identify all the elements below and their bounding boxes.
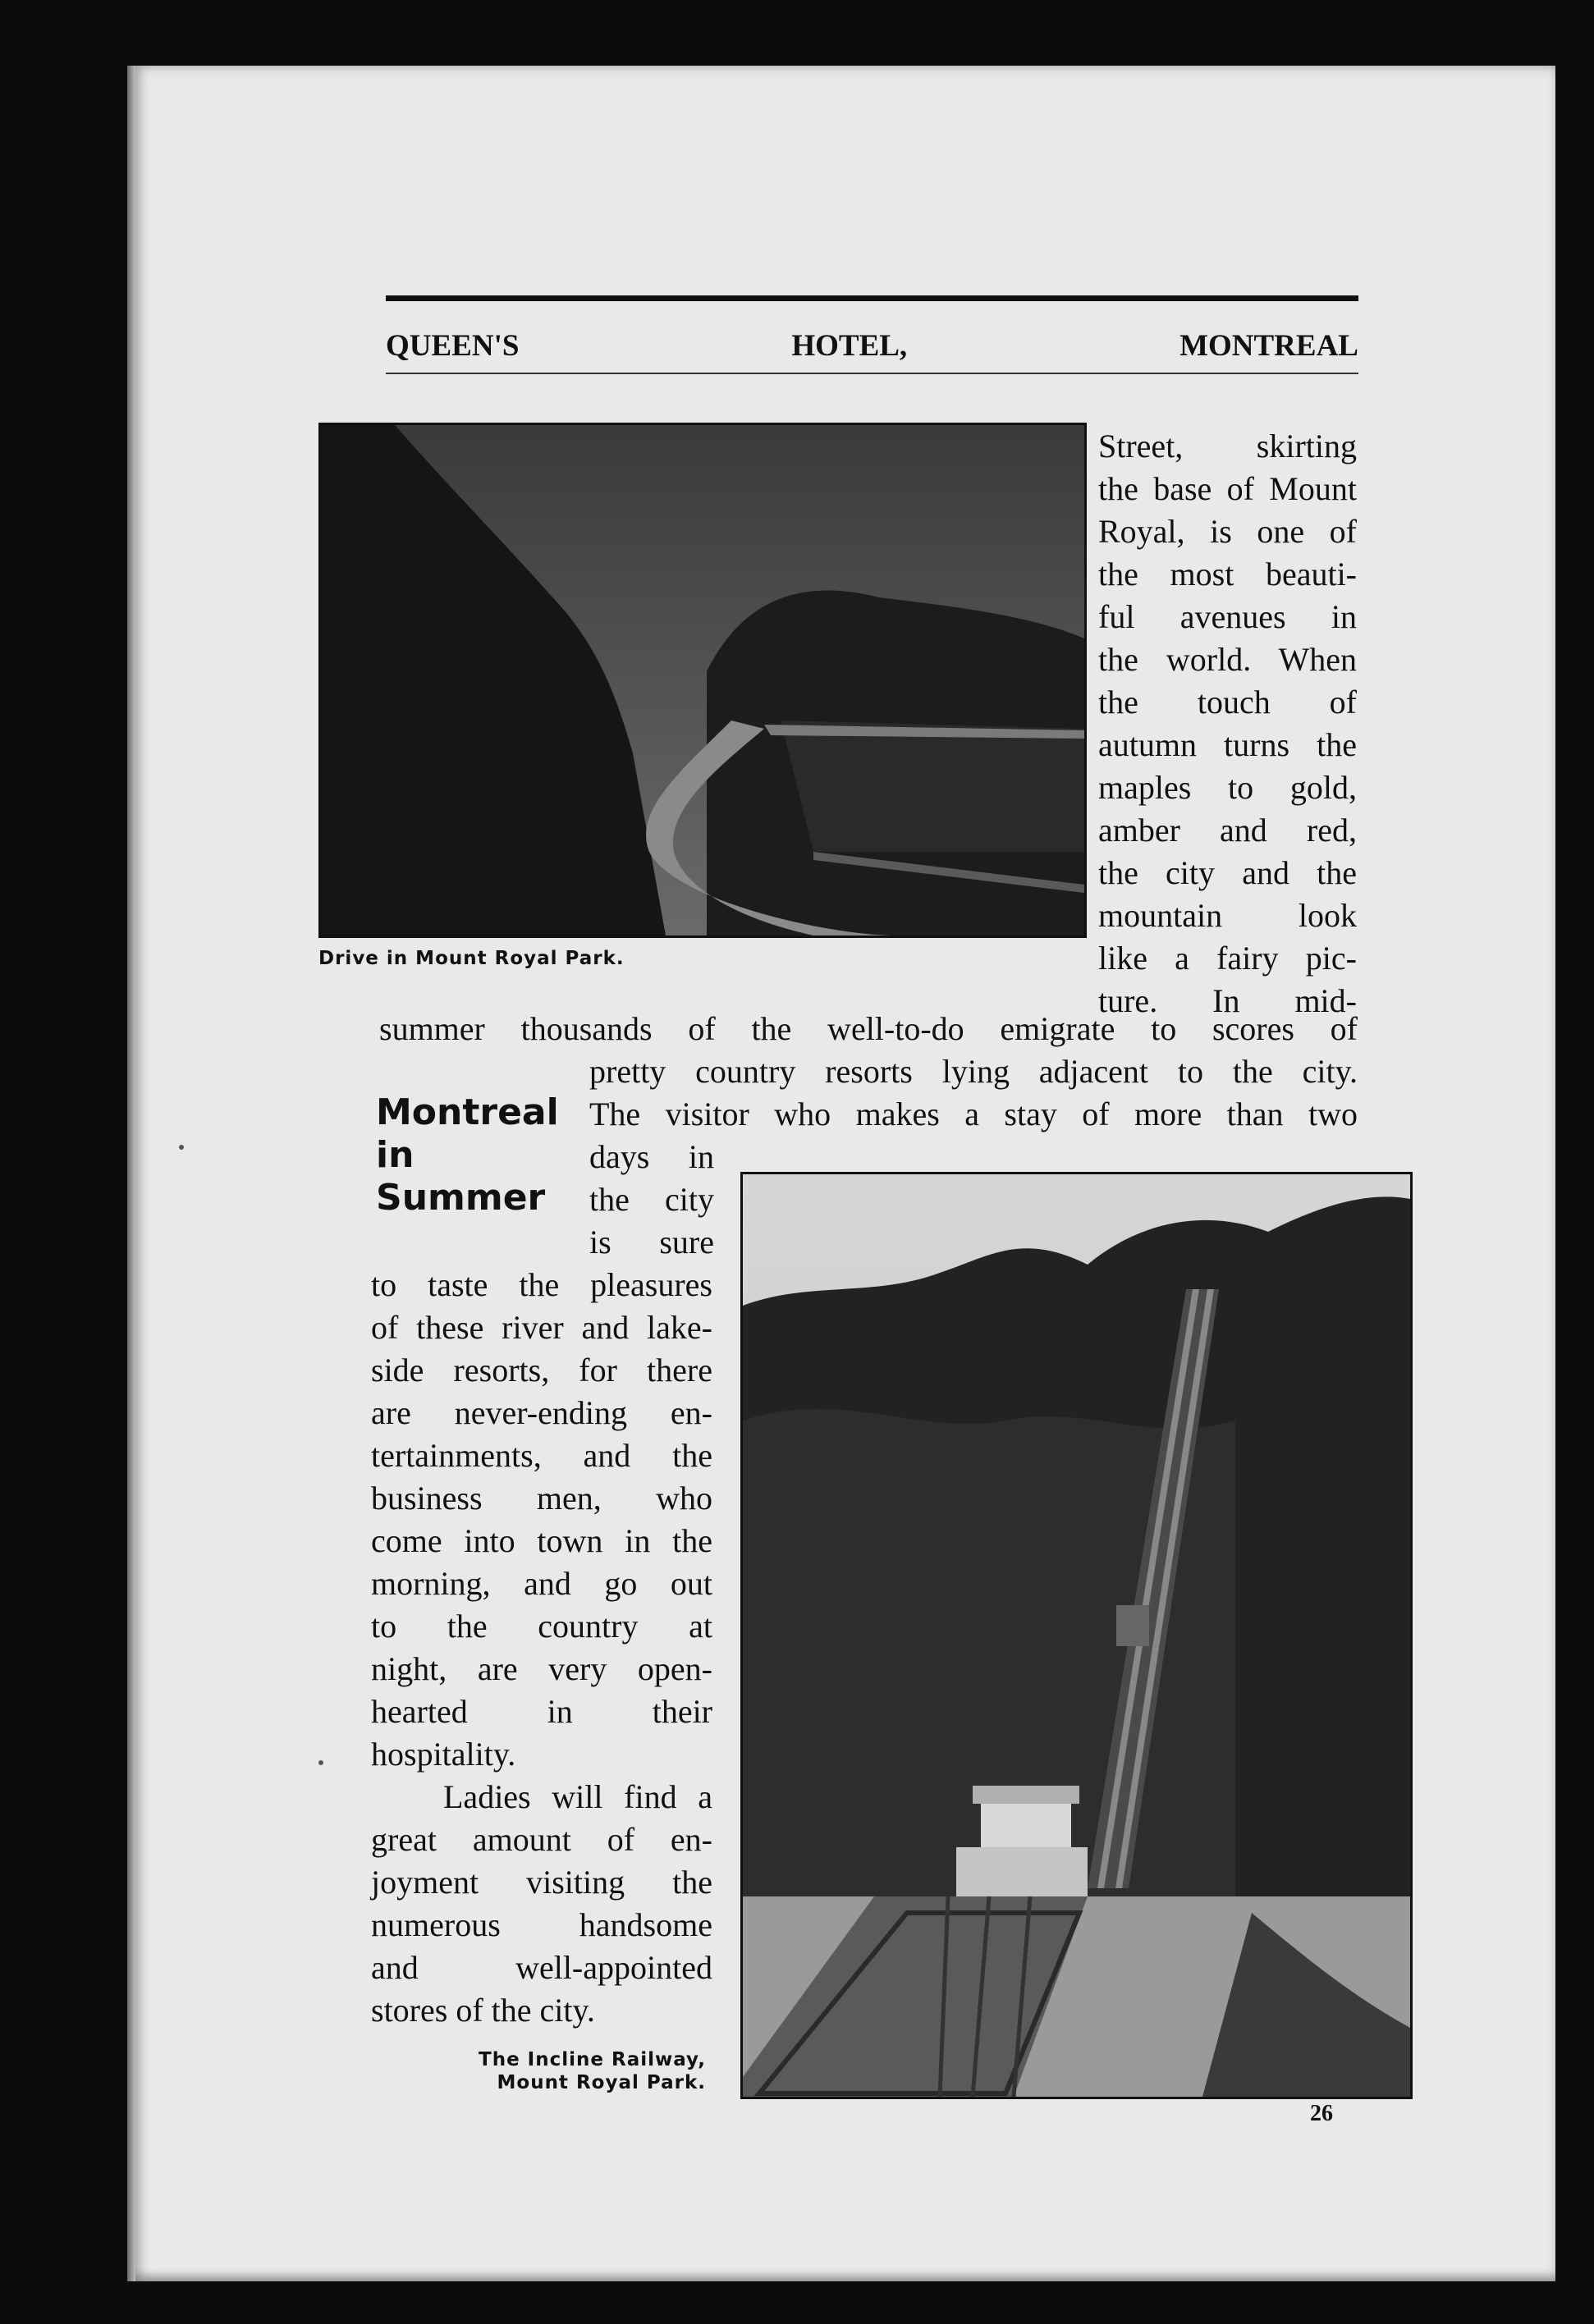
text-line: to the country at xyxy=(371,1608,712,1645)
text-line: side resorts, for there xyxy=(371,1352,712,1388)
text-line: Royal, is one of xyxy=(1098,513,1357,550)
text-line: ful avenues in xyxy=(1098,598,1357,635)
section-heading-line: Summer xyxy=(376,1177,546,1219)
paper-speck xyxy=(179,1145,184,1150)
caption-drive: Drive in Mount Royal Park. xyxy=(318,948,625,969)
section-heading-line: Montreal xyxy=(376,1091,559,1133)
page-binding-edge xyxy=(127,66,135,2281)
text-line-full-2 xyxy=(589,1050,1358,1093)
photo-incline-railway xyxy=(740,1172,1413,2099)
text-line: night, are very open- xyxy=(371,1650,712,1687)
caption-incline xyxy=(443,2048,706,2094)
text-line: to taste the pleasures xyxy=(371,1266,712,1303)
section-heading-line: in xyxy=(376,1134,415,1176)
page-number: 26 xyxy=(1310,2101,1333,2126)
text-line: hearted in their xyxy=(371,1693,712,1730)
text-line: great amount of en- xyxy=(371,1821,712,1858)
text-line-full-3 xyxy=(589,1093,1358,1136)
running-head-hotel-word-1: QUEEN'S xyxy=(386,328,520,363)
header-rule-top xyxy=(386,295,1358,301)
left-column-text xyxy=(371,1264,712,1776)
text-line: the city and the xyxy=(1098,854,1357,891)
text-line: days in xyxy=(589,1138,714,1175)
text-line: summer thousands of the well-to-do emigrate to scores of xyxy=(379,1010,1358,1047)
text-line: joyment visiting the xyxy=(371,1864,712,1901)
text-line: the city xyxy=(589,1181,714,1218)
text-line: amber and red, xyxy=(1098,812,1357,849)
text-line: hospitality. xyxy=(371,1736,516,1773)
caption-line: The Incline Railway, xyxy=(479,2049,706,2070)
ladies-paragraph xyxy=(371,1776,712,2032)
text-line-full-1 xyxy=(379,1008,1358,1050)
right-column-text xyxy=(1098,425,1357,1022)
text-line: tertainments, and the xyxy=(371,1437,712,1474)
narrow-column-text xyxy=(589,1136,714,1264)
header-rule-bottom xyxy=(386,373,1358,374)
text-line: and well-appointed xyxy=(371,1949,712,1986)
text-line: are never-ending en- xyxy=(371,1394,712,1431)
text-line: the base of Mount xyxy=(1098,470,1357,507)
text-line: the touch of xyxy=(1098,684,1357,721)
text-line: ture. In mid- xyxy=(1098,982,1357,1019)
text-line: like a fairy pic- xyxy=(1098,940,1357,977)
text-line: of these river and lake- xyxy=(371,1309,712,1346)
text-line: the world. When xyxy=(1098,641,1357,678)
text-line: pretty country resorts lying adjacent to the city. xyxy=(589,1053,1358,1090)
section-heading xyxy=(376,1091,559,1219)
running-head xyxy=(386,325,1358,366)
text-line: come into town in the xyxy=(371,1522,712,1559)
text-line: Street, skirting xyxy=(1098,428,1357,464)
text-line: numerous handsome xyxy=(371,1906,712,1943)
photo-drive-mount-royal xyxy=(318,423,1087,938)
text-line: stores of the city. xyxy=(371,1992,595,2029)
caption-line: Mount Royal Park. xyxy=(497,2072,706,2093)
text-line: the most beauti- xyxy=(1098,556,1357,592)
text-line: is sure xyxy=(589,1224,714,1260)
text-line: morning, and go out xyxy=(371,1565,712,1602)
text-line: maples to gold, xyxy=(1098,769,1357,806)
text-line: The visitor who makes a stay of more than two xyxy=(589,1096,1358,1132)
text-line: Ladies will find a xyxy=(443,1778,712,1815)
text-line: business men, who xyxy=(371,1480,712,1517)
running-head-city: MONTREAL xyxy=(1179,328,1358,363)
text-line: mountain look xyxy=(1098,897,1357,934)
running-head-hotel-word-2: HOTEL, xyxy=(791,328,908,363)
text-line: autumn turns the xyxy=(1098,726,1357,763)
paper-speck xyxy=(318,1760,323,1765)
